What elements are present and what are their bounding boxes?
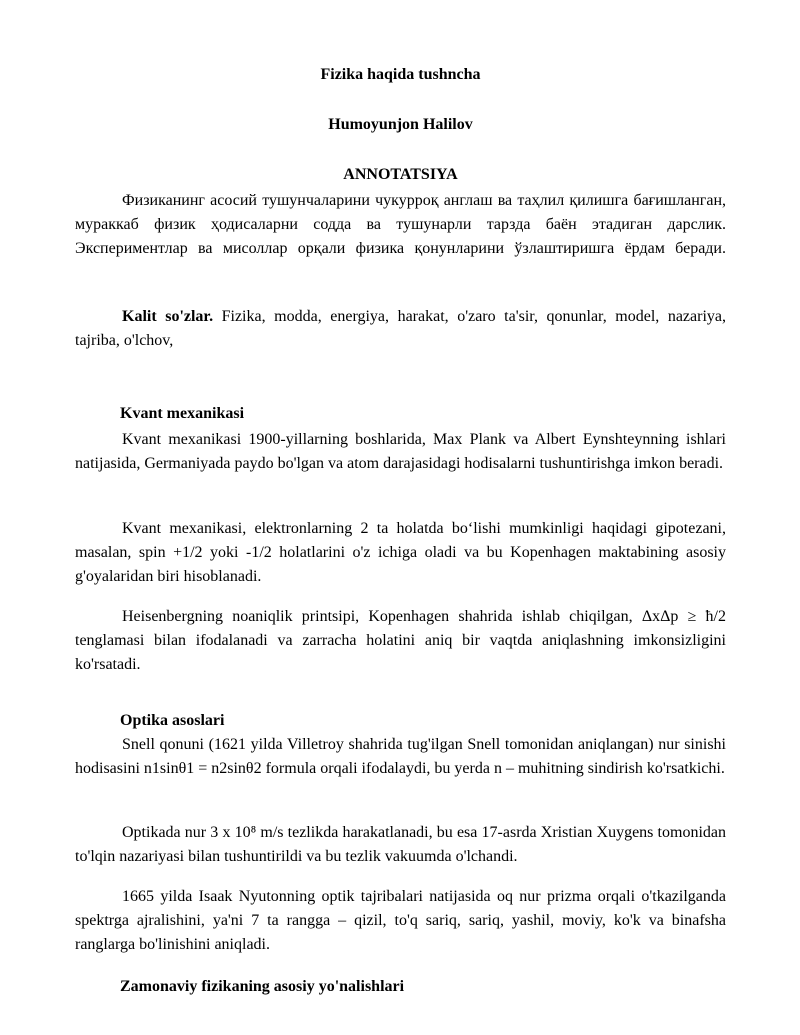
- annotation-paragraph: Физиканинг асосий тушунчаларини чукурроқ англаш ва таҳлил қилишга бағишланган, мураккаб физик ҳодисаларни содда ва тушунарли тарзда баён этадиган дарслик. Экспериментлар ва мисоллар орқали физика қонунларини ўзлаштиришга ёрдам беради.: [75, 192, 726, 257]
- kvant-paragraph-1: Kvant mexanikasi 1900-yillarning boshlarida, Max Plank va Albert Eynshteynning ishlari natijasida, Germaniyada paydo bo'lgan va atom darajasidagi hodisalarni tushuntirishga imkon beradi.: [75, 431, 726, 472]
- optika-paragraph-2: Optikada nur 3 x 10⁸ m/s tezlikda harakatlanadi, bu esa 17-asrda Xristian Xuygens tomonidan to'lqin nazariyasi bilan tushuntirildi va bu tezlik vakuumda o'lchandi.: [75, 824, 726, 865]
- keywords-paragraph: [75, 305, 726, 353]
- kvant-paragraph-3: Heisenbergning noaniqlik printsipi, Kopenhagen shahrida ishlab chiqilgan, ΔxΔp ≥ ħ/2 tenglamasi bilan ifodalanadi va zarracha holatini aniq bir vaqtda aniqlashning imkonsizligini ko'rsatadi.: [75, 608, 726, 673]
- annotation-heading: ANNOTATSIYA: [343, 166, 458, 183]
- document-author: Humoyunjon Halilov: [328, 116, 473, 133]
- keywords-text: Fizika, modda, energiya, harakat, o'zaro ta'sir, qonunlar, model, nazariya, tajriba, o'lchov,: [75, 308, 726, 349]
- section-heading-optika: Optika asoslari: [120, 712, 225, 729]
- document-title: Fizika haqida tushncha: [320, 66, 481, 83]
- section-heading-zamonaviy: Zamonaviy fizikaning asosiy yo'nalishlari: [120, 978, 405, 995]
- section-heading-kvant: Kvant mexanikasi: [120, 405, 245, 422]
- keywords-label: Kalit so'zlar.: [122, 308, 214, 325]
- optika-paragraph-3: 1665 yilda Isaak Nyutonning optik tajribalari natijasida oq nur prizma orqali o'tkazilganda spektrga ajralishini, ya'ni 7 ta rangga – qizil, to'q sariq, sariq, yashil, moviy, ko'k va binafsha ranglarga bo'linishini aniqladi.: [75, 888, 726, 953]
- kvant-paragraph-2: Kvant mexanikasi, elektronlarning 2 ta holatda bo‘lishi mumkinligi haqidagi gipotezani, masalan, spin +1/2 yoki -1/2 holatlarini o'z ichiga oladi va bu Kopenhagen maktabining asosiy g'oyalaridan biri hisoblanadi.: [75, 520, 726, 585]
- optika-paragraph-1: Snell qonuni (1621 yilda Villetroy shahrida tug'ilgan Snell tomonidan aniqlangan) nur sinishi hodisasini n1sinθ1 = n2sinθ2 formula orqali ifodalaydi, bu yerda n – muhitning sindirish ko'rsatkichi.: [75, 736, 726, 777]
